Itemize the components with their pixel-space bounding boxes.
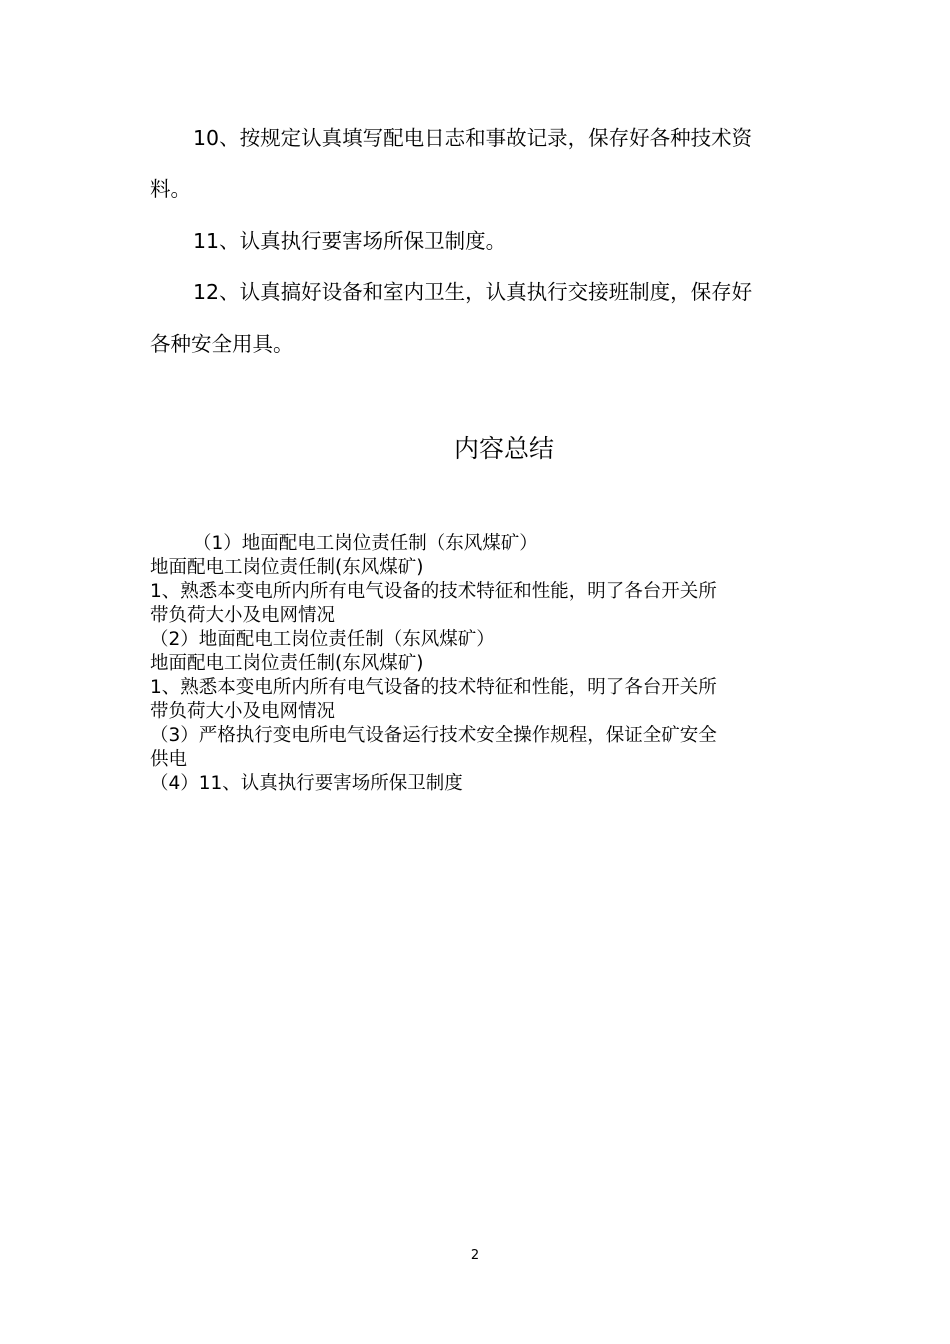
- summary-block: [150, 532, 800, 796]
- summary-line: 1、熟悉本变电所内所有电气设备的技术特征和性能，明了各台开关所: [150, 581, 717, 602]
- summary-line: 带负荷大小及电网情况: [150, 605, 336, 626]
- paragraph-item-12-line-1: 12、认真搞好设备和室内卫生，认真执行交接班制度，保存好: [193, 280, 753, 304]
- summary-line: 供电: [150, 749, 188, 770]
- summary-line: 1、熟悉本变电所内所有电气设备的技术特征和性能，明了各台开关所: [150, 677, 717, 698]
- summary-line: 地面配电工岗位责任制(东风煤矿): [150, 557, 424, 578]
- summary-line: 地面配电工岗位责任制(东风煤矿): [150, 653, 424, 674]
- summary-line: （4）11、认真执行要害场所保卫制度: [150, 773, 463, 794]
- summary-heading: 内容总结: [453, 434, 554, 463]
- paragraph-item-10-line-2: 料。: [150, 177, 191, 201]
- summary-line: 带负荷大小及电网情况: [150, 701, 336, 722]
- summary-line: （3）严格执行变电所电气设备运行技术安全操作规程，保证全矿安全: [150, 725, 717, 746]
- paragraph-item-11: 11、认真执行要害场所保卫制度。: [193, 229, 507, 253]
- summary-line: （1）地面配电工岗位责任制（东风煤矿）: [193, 533, 538, 554]
- page-number: 2: [470, 1248, 480, 1263]
- summary-line: （2）地面配电工岗位责任制（东风煤矿）: [150, 629, 495, 650]
- paragraph-item-12-line-2: 各种安全用具。: [150, 332, 294, 356]
- paragraph-item-10-line-1: 10、按规定认真填写配电日志和事故记录，保存好各种技术资: [193, 126, 753, 150]
